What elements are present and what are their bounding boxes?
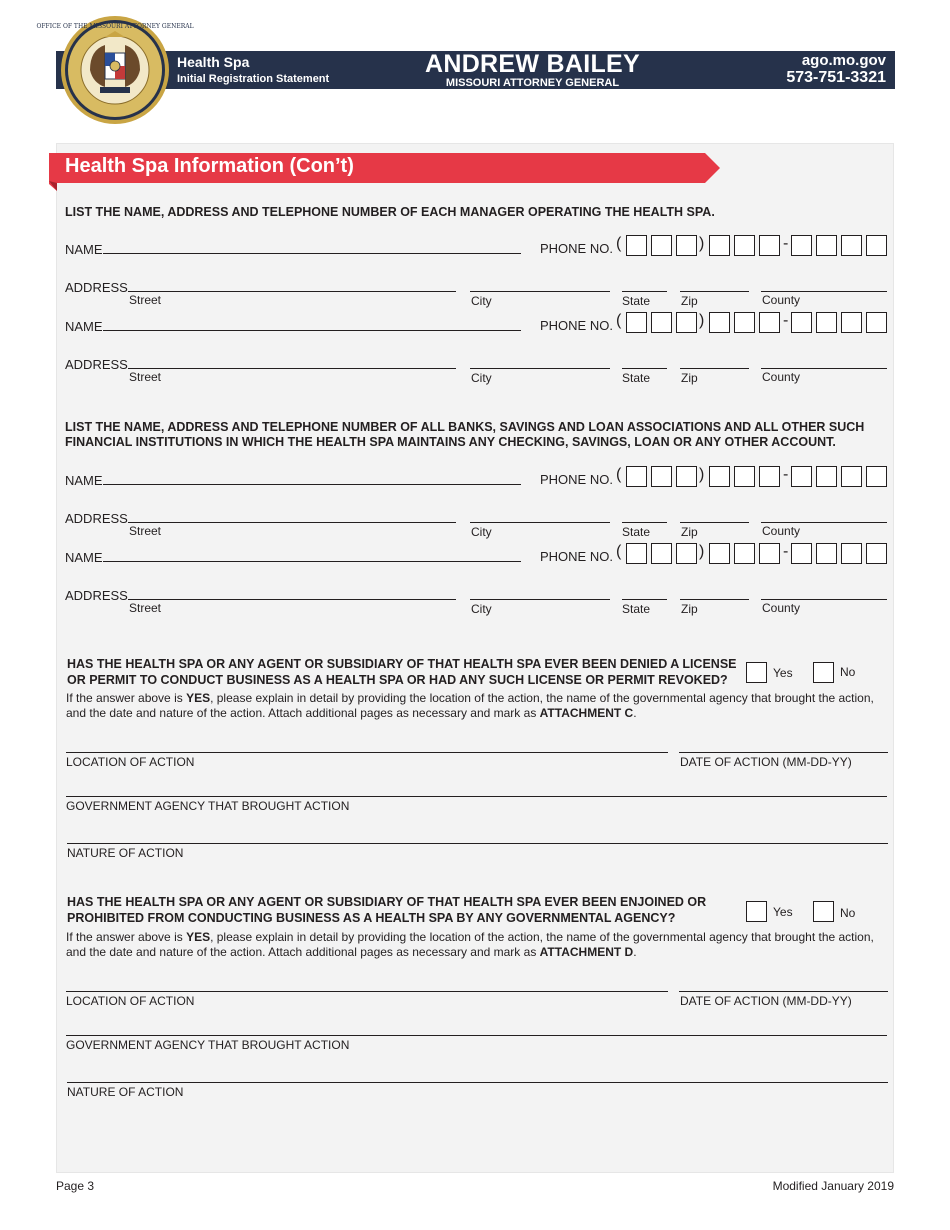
manager-2-address-label: ADDRESS (65, 357, 128, 372)
manager-2-street-input[interactable] (128, 368, 456, 369)
manager-2-county-label: County (762, 370, 801, 384)
manager-2-phone-line-digit-2[interactable] (816, 312, 837, 333)
svg-text:OFFICE OF THE MISSOURI ATTORNE: OFFICE OF THE MISSOURI ATTORNEY GENERAL (36, 23, 194, 30)
manager-1-state-input[interactable] (622, 291, 667, 292)
bank-1-phone-label: PHONE NO. (540, 472, 613, 487)
bank-1-phone-area-digit-3[interactable] (676, 466, 697, 487)
manager-1-address-label: ADDRESS (65, 280, 128, 295)
bank-2-street-label: Street (129, 601, 162, 615)
question-c-nature-label: NATURE OF ACTION (67, 846, 184, 860)
question-c-explain-prefix: If the answer above is (66, 691, 187, 705)
bank-1-name-input[interactable] (103, 484, 521, 485)
question-c-agency-label: GOVERNMENT AGENCY THAT BROUGHT ACTION (66, 799, 350, 813)
bank-2-city-input[interactable] (470, 599, 610, 600)
manager-2-county-input[interactable] (761, 368, 887, 369)
bank-2-street-input[interactable] (128, 599, 456, 600)
bank-2-phone-area-digit-3[interactable] (676, 543, 697, 564)
manager-2-phone-dash: - (783, 312, 789, 329)
bank-1-city-input[interactable] (470, 522, 610, 523)
question-c-date-input[interactable] (679, 752, 888, 753)
question-c-attachment: ATTACHMENT C (539, 706, 634, 720)
question-d-explain-end: . (633, 945, 637, 959)
bank-2-phone-label: PHONE NO. (540, 549, 613, 564)
question-d-no-checkbox[interactable] (813, 901, 834, 922)
question-c-explain-end: . (633, 706, 637, 720)
bank-1-phone-prefix-digit-2[interactable] (734, 466, 755, 487)
manager-1-name-label: NAME (65, 242, 103, 257)
seal-icon (36, 15, 194, 125)
official-title: MISSOURI ATTORNEY GENERAL (445, 77, 620, 89)
bank-1-name-label: NAME (65, 473, 103, 488)
manager-2-city-input[interactable] (470, 368, 610, 369)
question-d-line1: HAS THE HEALTH SPA OR ANY AGENT OR SUBSIDIARY OF THAT HEALTH SPA EVER BEEN ENJOINED OR (67, 895, 707, 909)
bank-2-county-label: County (762, 601, 801, 615)
bank-2-address-label: ADDRESS (65, 588, 128, 603)
question-d-yes-checkbox[interactable] (746, 901, 767, 922)
manager-2-phone-close-paren: ) (699, 312, 705, 329)
bank-2-state-label: State (622, 602, 651, 616)
bank-1-phone-line-digit-3[interactable] (841, 466, 862, 487)
manager-2-phone-area-digit-1[interactable] (626, 312, 647, 333)
manager-2-zip-label: Zip (681, 371, 698, 385)
bank-1-phone-close-paren: ) (699, 466, 705, 483)
section-title: Health Spa Information (Con’t) (65, 155, 354, 177)
bank-2-phone-line-digit-4[interactable] (866, 543, 887, 564)
manager-2-name-input[interactable] (103, 330, 521, 331)
question-d-no-label: No (840, 906, 856, 920)
question-c-explain-yes: YES (186, 691, 211, 705)
bank-1-zip-label: Zip (681, 525, 698, 539)
bank-2-phone-area-digit-2[interactable] (651, 543, 672, 564)
manager-1-phone-close-paren: ) (699, 235, 705, 252)
manager-2-phone-line-digit-1[interactable] (791, 312, 812, 333)
bank-2-county-input[interactable] (761, 599, 887, 600)
bank-2-phone-area-digit-1[interactable] (626, 543, 647, 564)
manager-2-phone-prefix-digit-2[interactable] (734, 312, 755, 333)
question-d-agency-input[interactable] (66, 1035, 887, 1036)
manager-2-street-label: Street (129, 370, 162, 384)
bank-1-street-label: Street (129, 524, 162, 538)
bank-2-state-input[interactable] (622, 599, 667, 600)
manager-1-zip-input[interactable] (680, 291, 749, 292)
official-name: ANDREW BAILEY (424, 50, 640, 78)
question-c-no-label: No (840, 665, 856, 679)
banks-heading (65, 420, 864, 450)
question-d-location-label: LOCATION OF ACTION (66, 994, 195, 1008)
bank-2-phone-prefix-digit-3[interactable] (759, 543, 780, 564)
manager-2-phone-prefix-digit-3[interactable] (759, 312, 780, 333)
manager-1-street-label: Street (129, 293, 162, 307)
manager-2-state-label: State (622, 371, 651, 385)
bank-1-phone-dash: - (783, 466, 789, 483)
manager-2-city-label: City (471, 371, 492, 385)
banks-heading-line2: FINANCIAL INSTITUTIONS IN WHICH THE HEALTH SPA MAINTAINS ANY CHECKING, SAVINGS, LOAN OR ANY OTHER ACCOUNT. (65, 435, 836, 449)
bank-1-state-input[interactable] (622, 522, 667, 523)
form-subtitle: Initial Registration Statement (177, 73, 330, 85)
manager-2-name-label: NAME (65, 319, 103, 334)
question-d-explain-prefix: If the answer above is (66, 930, 187, 944)
question-d-yes-label: Yes (773, 905, 793, 919)
question-c-no-checkbox[interactable] (813, 662, 834, 683)
bank-1-phone-line-digit-1[interactable] (791, 466, 812, 487)
bank-1-county-input[interactable] (761, 522, 887, 523)
bank-1-phone-area-digit-1[interactable] (626, 466, 647, 487)
question-d-explanation (66, 930, 886, 960)
bank-2-name-input[interactable] (103, 561, 521, 562)
bank-1-phone-line-digit-2[interactable] (816, 466, 837, 487)
question-d-attachment: ATTACHMENT D (539, 945, 634, 959)
manager-2-state-input[interactable] (622, 368, 667, 369)
header-phone: 573-751-3321 (786, 69, 886, 86)
bank-2-phone-line-digit-3[interactable] (841, 543, 862, 564)
bank-1-phone-area-digit-2[interactable] (651, 466, 672, 487)
question-d-location-input[interactable] (66, 991, 668, 992)
manager-1-street-input[interactable] (128, 291, 456, 292)
manager-1-phone-area-digit-3[interactable] (676, 235, 697, 256)
question-c-yes-label: Yes (773, 666, 793, 680)
website-link[interactable]: ago.mo.gov (801, 52, 886, 69)
manager-1-phone-prefix-digit-3[interactable] (759, 235, 780, 256)
question-d-nature-input[interactable] (67, 1082, 888, 1083)
bank-1-county-label: County (762, 524, 801, 538)
managers-heading: LIST THE NAME, ADDRESS AND TELEPHONE NUMBER OF EACH MANAGER OPERATING THE HEALTH SPA. (65, 205, 715, 219)
question-d-explain-yes: YES (186, 930, 211, 944)
manager-1-phone-prefix-digit-2[interactable] (734, 235, 755, 256)
manager-1-phone-area-digit-2[interactable] (651, 235, 672, 256)
bank-1-phone-open-paren: ( (616, 466, 622, 483)
manager-2-phone-line-digit-3[interactable] (841, 312, 862, 333)
modified-date: Modified January 2019 (772, 1179, 894, 1193)
bank-2-zip-input[interactable] (680, 599, 749, 600)
manager-1-city-label: City (471, 294, 492, 308)
question-c-location-input[interactable] (66, 752, 668, 753)
manager-2-phone-prefix-digit-1[interactable] (709, 312, 730, 333)
question-c-date-label: DATE OF ACTION (MM-DD-YY) (680, 755, 852, 769)
bank-1-street-input[interactable] (128, 522, 456, 523)
question-c-agency-input[interactable] (66, 796, 887, 797)
manager-1-county-input[interactable] (761, 291, 887, 292)
question-c-explanation (66, 691, 886, 721)
bank-1-phone-line-digit-4[interactable] (866, 466, 887, 487)
question-d-agency-label: GOVERNMENT AGENCY THAT BROUGHT ACTION (66, 1038, 350, 1052)
manager-1-phone-line-digit-2[interactable] (816, 235, 837, 256)
bank-2-phone-line-digit-2[interactable] (816, 543, 837, 564)
bank-2-phone-prefix-digit-2[interactable] (734, 543, 755, 564)
bank-2-phone-open-paren: ( (616, 543, 622, 560)
page-number: Page 3 (56, 1179, 95, 1193)
manager-1-phone-label: PHONE NO. (540, 241, 613, 256)
bank-1-city-label: City (471, 525, 492, 539)
bank-2-city-label: City (471, 602, 492, 616)
question-c (67, 656, 737, 688)
manager-1-phone-prefix-digit-1[interactable] (709, 235, 730, 256)
manager-1-state-label: State (622, 294, 651, 308)
form-title: Health Spa (177, 54, 250, 70)
manager-1-zip-label: Zip (681, 294, 698, 308)
manager-2-phone-label: PHONE NO. (540, 318, 613, 333)
bank-1-zip-input[interactable] (680, 522, 749, 523)
bank-2-zip-label: Zip (681, 602, 698, 616)
manager-1-phone-open-paren: ( (616, 235, 622, 252)
manager-1-phone-dash: - (783, 235, 789, 252)
question-d-nature-label: NATURE OF ACTION (67, 1085, 184, 1099)
question-c-line2: OR PERMIT TO CONDUCT BUSINESS AS A HEALTH SPA OR HAD ANY SUCH LICENSE OR PERMIT REVOKED? (67, 673, 728, 687)
manager-1-phone-line-digit-1[interactable] (791, 235, 812, 256)
bank-1-state-label: State (622, 525, 651, 539)
question-d (67, 894, 737, 926)
bank-1-phone-prefix-digit-1[interactable] (709, 466, 730, 487)
manager-1-phone-line-digit-3[interactable] (841, 235, 862, 256)
banks-heading-line1: LIST THE NAME, ADDRESS AND TELEPHONE NUMBER OF ALL BANKS, SAVINGS AND LOAN ASSOCIATIONS AND ALL OTHER SUCH (65, 420, 865, 434)
bank-2-phone-prefix-digit-1[interactable] (709, 543, 730, 564)
manager-2-zip-input[interactable] (680, 368, 749, 369)
bank-2-phone-close-paren: ) (699, 543, 705, 560)
manager-1-county-label: County (762, 293, 801, 307)
question-c-yes-checkbox[interactable] (746, 662, 767, 683)
bank-1-address-label: ADDRESS (65, 511, 128, 526)
question-c-nature-input[interactable] (67, 843, 888, 844)
manager-1-phone-line-digit-4[interactable] (866, 235, 887, 256)
manager-2-phone-line-digit-4[interactable] (866, 312, 887, 333)
bank-2-name-label: NAME (65, 550, 103, 565)
manager-1-phone-area-digit-1[interactable] (626, 235, 647, 256)
manager-2-phone-area-digit-3[interactable] (676, 312, 697, 333)
question-d-explain-mid: , please explain in detail by providing the location of the action, the name of the governmental agency that brought the action, and the date and nature of the action. Attach additional pages as necessary and mark as (66, 930, 874, 959)
question-d-date-label: DATE OF ACTION (MM-DD-YY) (680, 994, 852, 1008)
manager-1-city-input[interactable] (470, 291, 610, 292)
manager-2-phone-area-digit-2[interactable] (651, 312, 672, 333)
question-c-location-label: LOCATION OF ACTION (66, 755, 195, 769)
bank-1-phone-prefix-digit-3[interactable] (759, 466, 780, 487)
manager-1-name-input[interactable] (103, 253, 521, 254)
question-d-line2: PROHIBITED FROM CONDUCTING BUSINESS AS A HEALTH SPA BY ANY GOVERNMENTAL AGENCY? (67, 911, 676, 925)
question-c-explain-mid: , please explain in detail by providing the location of the action, the name of the governmental agency that brought the action, and the date and nature of the action. Attach additional pages as necessary and mark as (66, 691, 874, 720)
question-d-date-input[interactable] (679, 991, 888, 992)
bank-2-phone-dash: - (783, 543, 789, 560)
question-c-line1: HAS THE HEALTH SPA OR ANY AGENT OR SUBSIDIARY OF THAT HEALTH SPA EVER BEEN DENIED A LICENSE (67, 657, 737, 671)
manager-2-phone-open-paren: ( (616, 312, 622, 329)
bank-2-phone-line-digit-1[interactable] (791, 543, 812, 564)
